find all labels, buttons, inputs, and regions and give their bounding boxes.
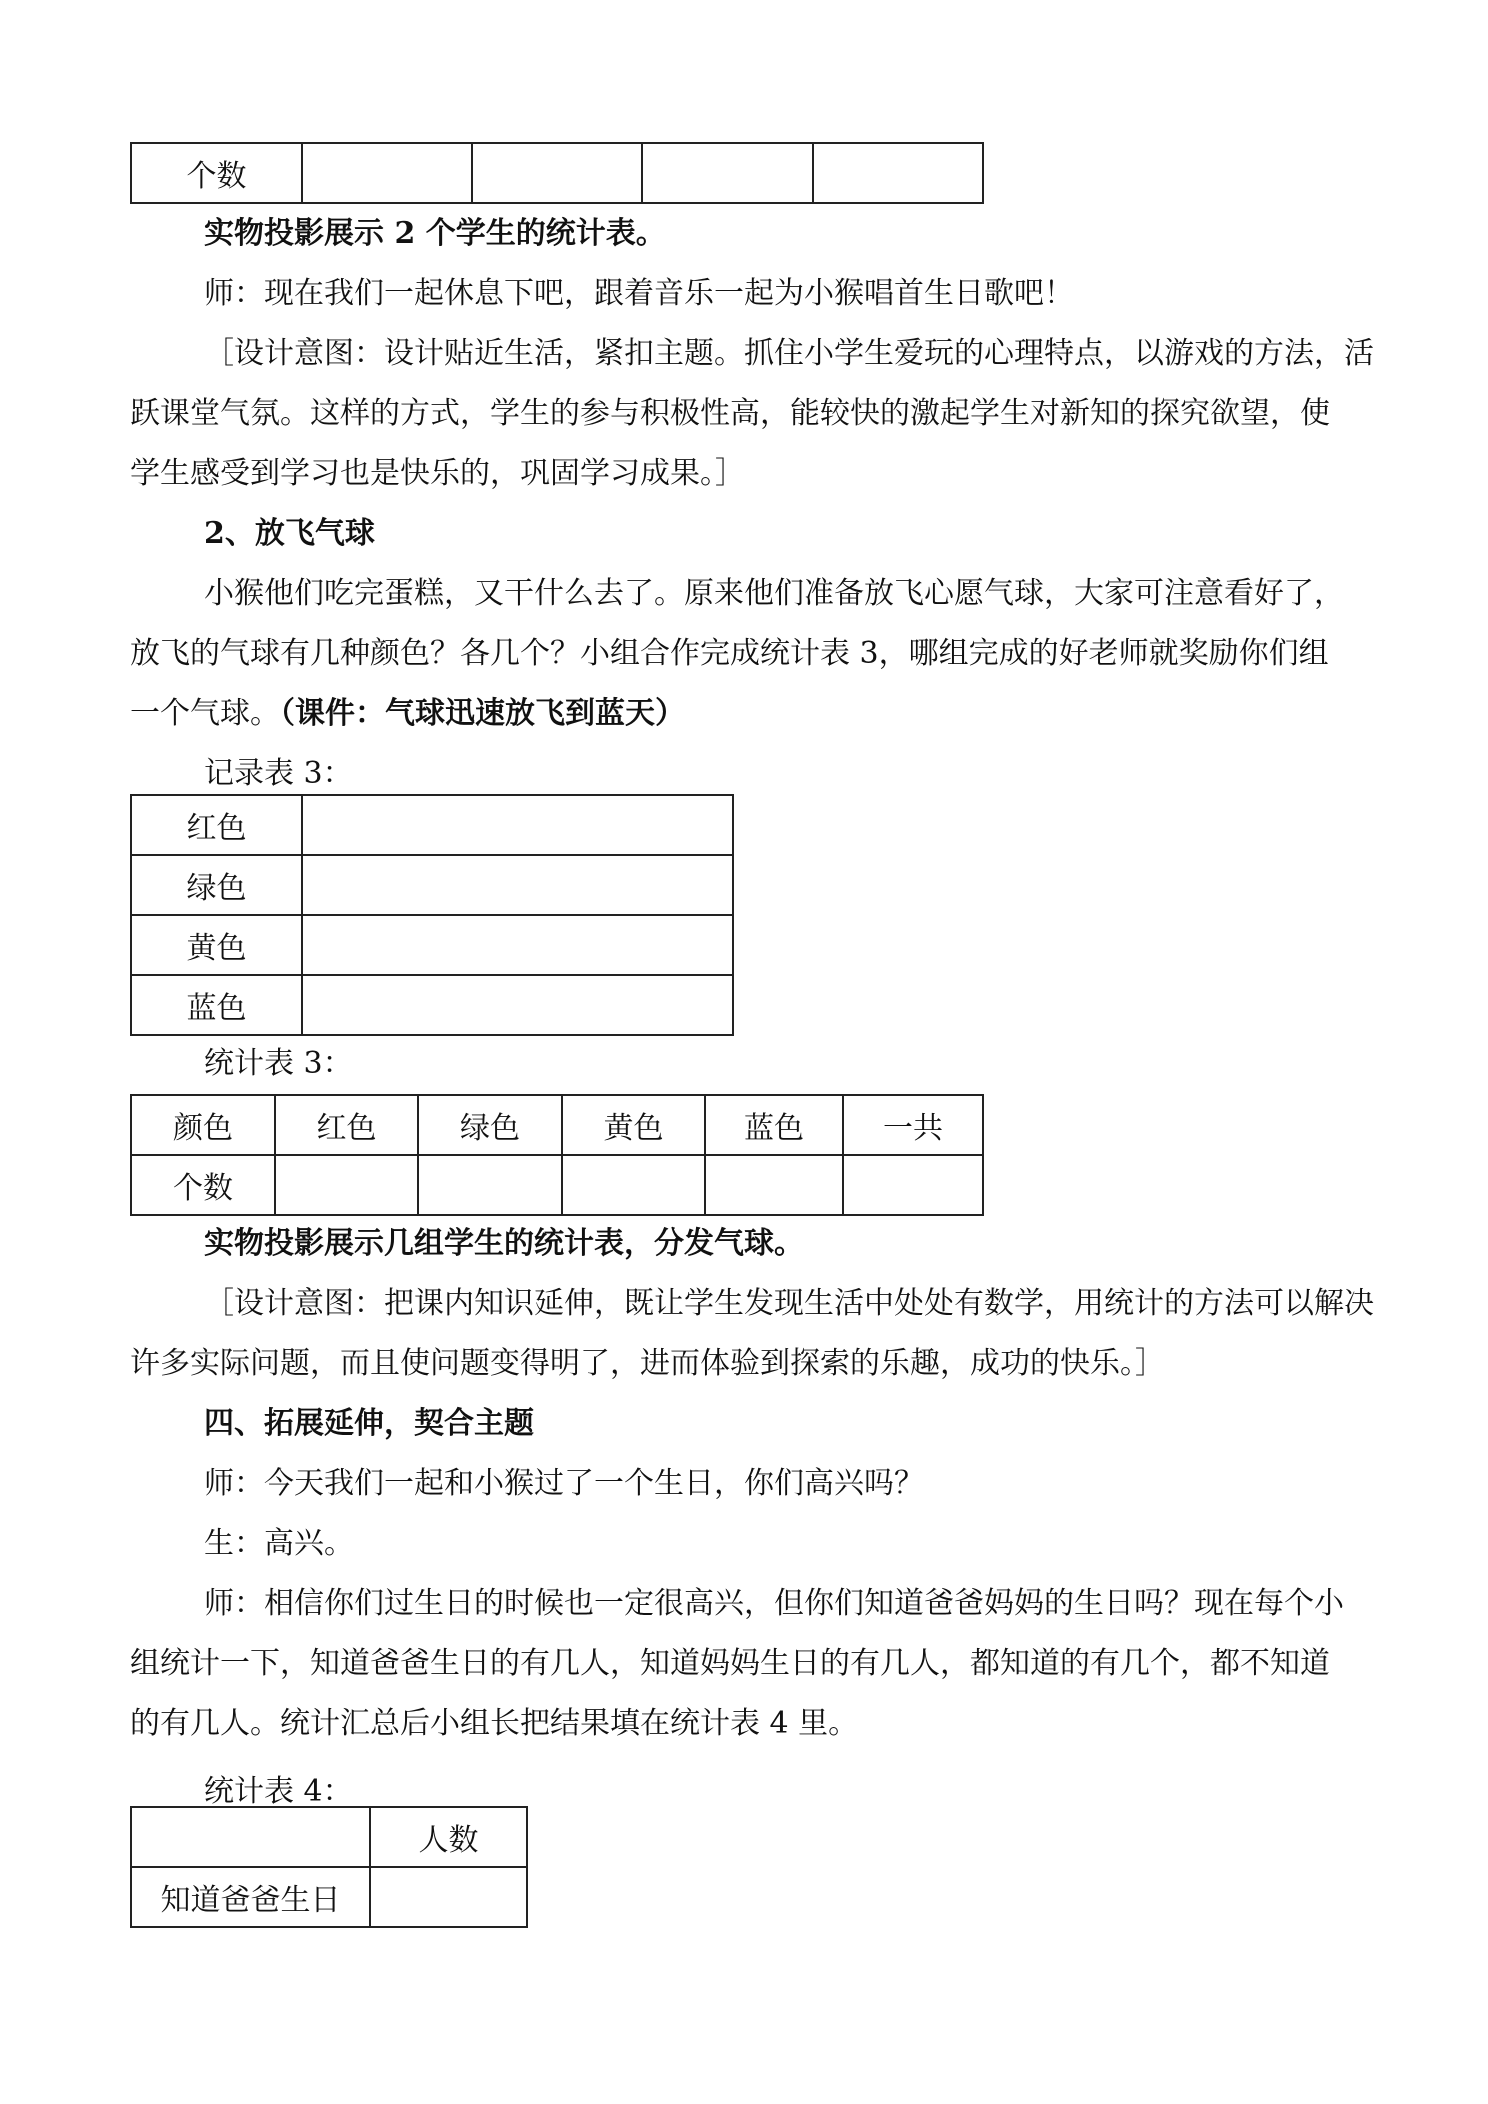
table-cell bbox=[418, 1155, 562, 1215]
paragraph-balloons-line-2: 放飞的气球有几种颜色？各几个？小组合作完成统计表 3，哪组完成的好老师就奖励你们组 bbox=[130, 636, 1329, 671]
table-cell bbox=[370, 1867, 527, 1927]
stat-table-3 bbox=[130, 1094, 984, 1216]
paragraph-parents-line-3: 的有几人。统计汇总后小组长把结果填在统计表 4 里。 bbox=[130, 1706, 859, 1741]
table-cell bbox=[302, 143, 472, 203]
paragraph-balloons-text: 一个气球。 bbox=[130, 696, 280, 731]
stat-table-4-caption: 统计表 4： bbox=[204, 1774, 353, 1809]
table-cell bbox=[302, 795, 733, 855]
table-row bbox=[131, 143, 983, 203]
table-row bbox=[131, 1155, 983, 1215]
paragraph-projection-1: 实物投影展示 2 个学生的统计表。 bbox=[204, 216, 666, 251]
design-intent-2-line-1: ［设计意图：把课内知识延伸，既让学生发现生活中处处有数学，用统计的方法可以解决 bbox=[204, 1286, 1374, 1321]
design-intent-1-line-2: 跃课堂气氛。这样的方式，学生的参与积极性高，能较快的激起学生对新知的探究欲望，使 bbox=[130, 396, 1330, 431]
stat-table-4 bbox=[130, 1806, 528, 1928]
table-cell bbox=[813, 143, 983, 203]
table-cell: 个数 bbox=[131, 1155, 275, 1215]
table-cell bbox=[302, 915, 733, 975]
stat-table-3-caption: 统计表 3： bbox=[204, 1046, 353, 1081]
table-cell bbox=[302, 855, 733, 915]
table-cell bbox=[843, 1155, 983, 1215]
table-row bbox=[131, 915, 733, 975]
table-cell bbox=[302, 975, 733, 1035]
courseware-note: （课件：气球迅速放飞到蓝天） bbox=[280, 696, 685, 731]
paragraph-balloons-line-1: 小猴他们吃完蛋糕，又干什么去了。原来他们准备放飞心愿气球，大家可注意看好了， bbox=[204, 576, 1344, 611]
table-cell: 知道爸爸生日 bbox=[131, 1867, 370, 1927]
paragraph-teacher-rest: 师：现在我们一起休息下吧，跟着音乐一起为小猴唱首生日歌吧！ bbox=[204, 276, 1074, 311]
table-top-partial bbox=[130, 142, 984, 204]
table-cell bbox=[705, 1155, 843, 1215]
design-intent-2-line-2: 许多实际问题，而且使问题变得明了，进而体验到探索的乐趣，成功的快乐。］ bbox=[130, 1346, 1165, 1381]
design-intent-1-line-1: ［设计意图：设计贴近生活，紧扣主题。抓住小学生爱玩的心理特点，以游戏的方法，活 bbox=[204, 336, 1374, 371]
record-table-3-caption: 记录表 3： bbox=[204, 756, 353, 791]
record-table-3 bbox=[130, 794, 734, 1036]
table-header-cell: 一共 bbox=[843, 1095, 983, 1155]
table-header-row bbox=[131, 1807, 527, 1867]
heading-section-four: 四、拓展延伸，契合主题 bbox=[204, 1406, 534, 1441]
table-header-cell: 人数 bbox=[370, 1807, 527, 1867]
table-row bbox=[131, 855, 733, 915]
table-header-cell: 红色 bbox=[275, 1095, 418, 1155]
table-cell: 黄色 bbox=[131, 915, 302, 975]
table-header-row bbox=[131, 1095, 983, 1155]
paragraph-balloons-line-3 bbox=[130, 684, 1360, 744]
table-cell bbox=[275, 1155, 418, 1215]
table-header-cell: 绿色 bbox=[418, 1095, 562, 1155]
table-header-cell bbox=[131, 1807, 370, 1867]
table-cell bbox=[472, 143, 642, 203]
paragraph-teacher-question: 师：今天我们一起和小猴过了一个生日，你们高兴吗？ bbox=[204, 1466, 924, 1501]
table-cell: 个数 bbox=[131, 143, 302, 203]
paragraph-parents-line-1: 师：相信你们过生日的时候也一定很高兴，但你们知道爸爸妈妈的生日吗？现在每个小 bbox=[204, 1586, 1344, 1621]
table-cell: 红色 bbox=[131, 795, 302, 855]
table-row bbox=[131, 975, 733, 1035]
table-cell: 绿色 bbox=[131, 855, 302, 915]
table-row bbox=[131, 1867, 527, 1927]
heading-release-balloons: 2、放飞气球 bbox=[204, 516, 375, 551]
paragraph-parents-line-2: 组统计一下，知道爸爸生日的有几人，知道妈妈生日的有几人，都知道的有几个，都不知道 bbox=[130, 1646, 1330, 1681]
paragraph-student-answer: 生：高兴。 bbox=[204, 1526, 354, 1561]
paragraph-projection-2: 实物投影展示几组学生的统计表，分发气球。 bbox=[204, 1226, 804, 1261]
table-row bbox=[131, 795, 733, 855]
design-intent-1-line-3: 学生感受到学习也是快乐的，巩固学习成果。］ bbox=[130, 456, 745, 491]
table-cell: 蓝色 bbox=[131, 975, 302, 1035]
table-cell bbox=[562, 1155, 705, 1215]
table-header-cell: 蓝色 bbox=[705, 1095, 843, 1155]
table-header-cell: 黄色 bbox=[562, 1095, 705, 1155]
table-cell bbox=[642, 143, 813, 203]
table-header-cell: 颜色 bbox=[131, 1095, 275, 1155]
